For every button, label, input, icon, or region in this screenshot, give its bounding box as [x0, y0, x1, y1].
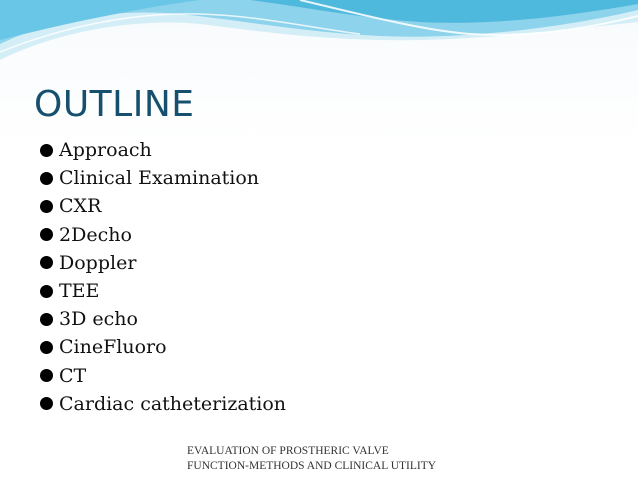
bullet-text: CXR — [59, 195, 102, 218]
slide-title: OUTLINE — [34, 84, 195, 125]
bullet-icon — [40, 228, 53, 241]
list-item — [40, 305, 286, 333]
decorative-wave-banner — [0, 0, 638, 80]
bullet-icon — [40, 313, 53, 326]
bullet-icon — [40, 285, 53, 298]
bullet-icon — [40, 172, 53, 185]
list-item — [40, 192, 286, 220]
list-item — [40, 362, 286, 390]
bullet-icon — [40, 341, 53, 354]
slide-footer — [187, 444, 436, 473]
bullet-text: Approach — [59, 139, 152, 162]
bullet-text: CT — [59, 364, 87, 387]
bullet-text: CineFluoro — [59, 336, 167, 359]
list-item — [40, 333, 286, 361]
bullet-text: Cardiac catheterization — [59, 392, 287, 415]
list-item — [40, 136, 286, 164]
bullet-icon — [40, 397, 53, 410]
bullet-text: 2Decho — [59, 223, 132, 246]
bullet-icon — [40, 369, 53, 382]
list-item — [40, 221, 286, 249]
list-item — [40, 249, 286, 277]
bullet-text: Doppler — [59, 251, 137, 274]
bullet-text: TEE — [59, 280, 100, 303]
bullet-text: 3D echo — [59, 308, 138, 331]
bullet-text: Clinical Examination — [59, 167, 260, 190]
bullet-icon — [40, 144, 53, 157]
bullet-list — [40, 136, 286, 418]
list-item — [40, 390, 286, 418]
list-item — [40, 277, 286, 305]
bullet-icon — [40, 256, 53, 269]
list-item — [40, 164, 286, 192]
footer-line-2: FUNCTION-METHODS AND CLINICAL UTILITY — [187, 459, 437, 472]
footer-line-1: EVALUATION OF PROSTHERIC VALVE — [187, 445, 389, 457]
bullet-icon — [40, 200, 53, 213]
